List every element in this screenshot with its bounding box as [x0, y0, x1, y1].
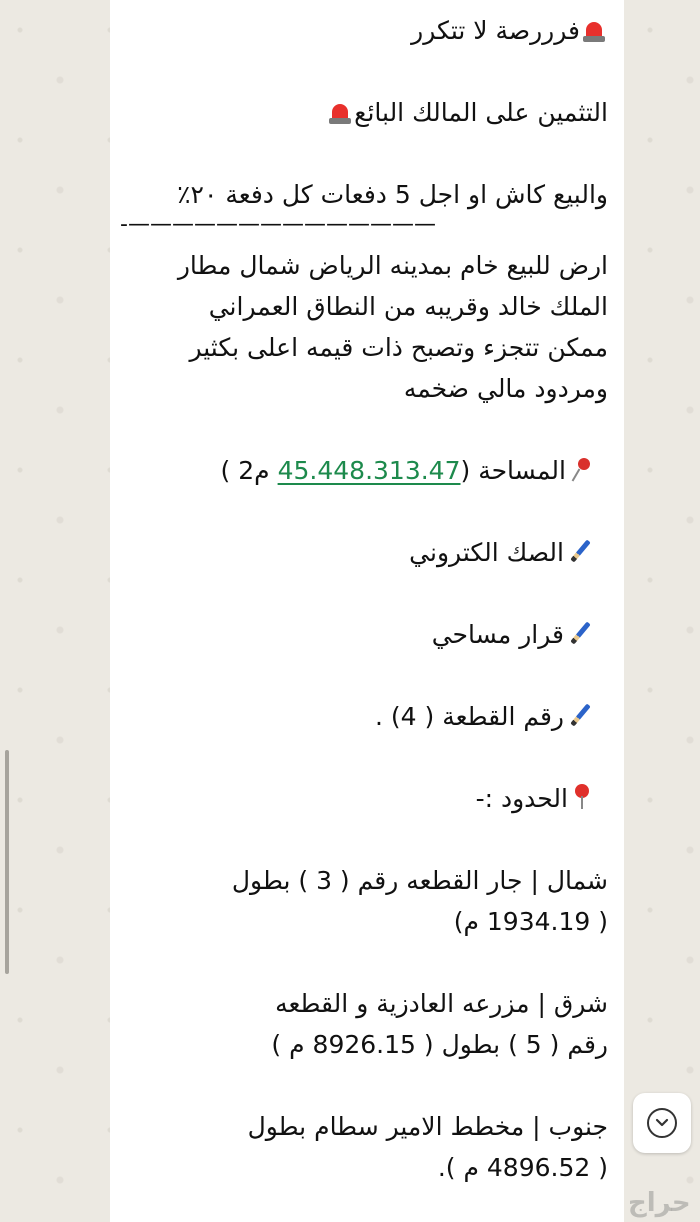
area-unit: م2 )	[220, 456, 270, 485]
opportunity-text: فرررصة لا تتكرر	[411, 16, 580, 45]
description-line-4: ومردود مالي ضخمه	[403, 374, 608, 403]
east-border-line-1: شرق | مزرعه العادزية و القطعه	[275, 989, 608, 1018]
pricing-text: التثمين على المالك البائع	[354, 98, 608, 127]
rotating-light-icon	[329, 100, 351, 124]
divider-line: -——————————————	[120, 215, 436, 237]
north-border-line-2: ( 1934.19 م)	[453, 907, 608, 936]
survey-text: قرار مساحي	[431, 620, 564, 649]
survey-line	[120, 614, 608, 655]
deed-line	[120, 532, 608, 573]
message-bubble	[110, 0, 624, 1222]
description-line-3: ممكن تتجزء وتصبح ذات قيمه اعلى بكثير	[189, 333, 608, 362]
east-border-line-2: رقم ( 5 ) بطول ( 8926.15 م )	[271, 1030, 608, 1059]
sale-terms-line: والبيع كاش او اجل 5 دفعات كل دفعة ٢٠٪	[177, 180, 608, 209]
pricing-line	[120, 92, 608, 133]
paintbrush-icon	[567, 620, 593, 646]
watermark-logo: حراج	[628, 1188, 691, 1218]
area-value-link[interactable]: 45.448.313.47	[277, 456, 461, 485]
borders-title: الحدود :-	[475, 784, 568, 813]
paintbrush-icon	[567, 538, 593, 564]
south-border-line-2: ( 4896.52 م ).	[437, 1153, 608, 1182]
chevron-down-icon	[647, 1108, 677, 1138]
rotating-light-icon	[583, 18, 605, 42]
deed-text: الصك الكتروني	[409, 538, 564, 567]
pushpin-icon	[569, 456, 595, 482]
plot-number-line	[120, 696, 608, 737]
paintbrush-icon	[567, 702, 593, 728]
scroll-to-bottom-button[interactable]	[633, 1093, 691, 1153]
opportunity-line	[120, 10, 608, 51]
north-border-line-1: شمال | جار القطعه رقم ( 3 ) بطول	[231, 866, 608, 895]
borders-title-line	[120, 778, 608, 819]
area-line	[120, 450, 608, 491]
description-line-2: الملك خالد وقريبه من النطاق العمراني	[208, 292, 608, 321]
south-border-line-1: جنوب | مخطط الامير سطام بطول	[247, 1112, 608, 1141]
plot-number-text: رقم القطعة ( 4) .	[375, 702, 564, 731]
area-label: المساحة (	[460, 456, 566, 485]
round-pushpin-icon	[571, 782, 593, 810]
scroll-indicator[interactable]	[5, 750, 9, 974]
description-line-1: ارض للبيع خام بمدينه الرياض شمال مطار	[177, 251, 608, 280]
